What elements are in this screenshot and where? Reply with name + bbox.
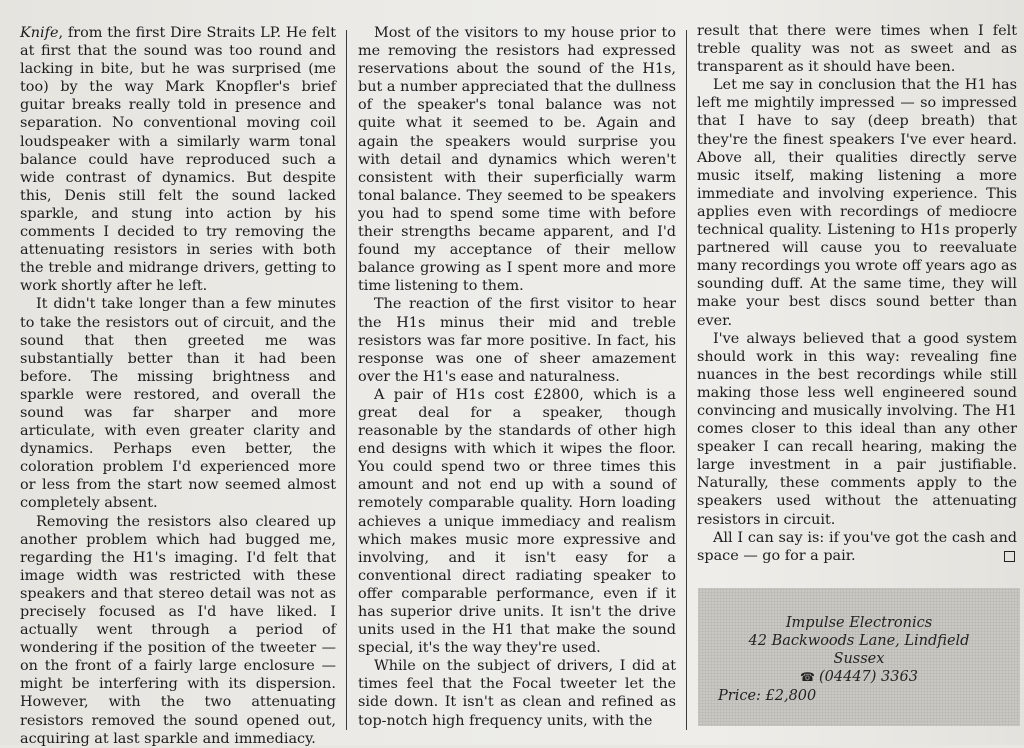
paragraph: Most of the visitors to my house prior to me removing the resistors had expressed reservations about the sound of the H1s, but a number appreciated that the dullness of the speaker's tonal balance was not quite what it seemed to be. Again and again the speakers would surprise you with detail and dynamics which weren't consistent with their superficially warm tonal balance. They seemed to be speakers you had to spend some time with before their strengths became apparent, and I'd found my acceptance of their mellow balance growing as I spent more and more time listening to them.: [358, 25, 676, 295]
song-title: Knife: [20, 25, 59, 41]
paragraph-text: All I can say is: if you've got the cash and space — go for a pair.: [697, 529, 1017, 564]
paragraph: While on the subject of drivers, I did at times feel that the Focal tweeter let the side down. It isn't as clean and refined as top-notch high frequency units, with the: [358, 658, 676, 729]
paragraph: A pair of H1s cost £2800, which is a great deal for a speaker, though reasonable by the standards of other high end designs with which it wipes the floor. You could spend two or three times this amount and not end up with a sound of remotely comparable quality. Horn loading achieves a unique immediacy and realism which makes music more expressive and involving, and it isn't easy for a conventional direct radiating speaker to offer comparable performance, even if it has superior drive units. It isn't the drive units used in the H1 that make the sound special, it's the way they're used.: [358, 386, 676, 657]
company-phone: [698, 668, 1020, 686]
company-county: Sussex: [833, 651, 885, 667]
paragraph: result that there were times when I felt treble quality was not as sweet and as transparent as it should have been.: [697, 23, 1017, 76]
paragraph: It didn't take longer than a few minutes to take the resistors out of circuit, and the sound that then greeted me was substantially better than it had been before. The missing brightness and sparkle were restored, and overall the sound was far sharper and more articulate, with even greater clarity and dynamics. Perhaps even better, the coloration problem I'd experienced more or less from the start now seemed almost completely absent.: [20, 296, 336, 512]
paragraph: Removing the resistors also cleared up another problem which had bugged me, regarding the H1's imaging. I'd felt that image width was restricted with these speakers and that stereo detail was not as precisely focused as I'd have liked. I actually went through a period of wondering if the position of the tweeter — on the front of a fairly large enclosure — might be interfering with its dispersion. However, with the two attenuating resistors removed the sound opened out, acquiring at last sparkle and immediacy.: [20, 513, 336, 747]
paragraph: The reaction of the first visitor to hear the H1s minus their mid and treble resistors was far more positive. In fact, his response was one of sheer amazement over the H1's ease and naturalness.: [358, 296, 676, 385]
supplier-info-box: [698, 588, 1020, 726]
end-of-article-mark: [1004, 551, 1015, 562]
paragraph: Knife, from the first Dire Straits LP. He felt at first that the sound was too round and lacking in bite, but he was surprised (me too) by the way Mark Knopfler's brief guitar breaks really told in presence and separation. No conventional moving coil loudspeaker with a similarly warm tonal balance could have reproduced such a wide contrast of dynamics. But despite this, Denis still felt the sound lacked sparkle, and stung into action by his comments I decided to try removing the attenuating resistors in series with both the treble and midrange drivers, getting to work shortly after he left.: [20, 25, 336, 295]
paragraph: Let me say in conclusion that the H1 has left me mightily impressed — so impressed that I have to say (deep breath) that they're the finest speakers I've ever heard. Above all, their qualities directly serve music itself, making listening a more immediate and involving experience. This applies even with recordings of mediocre technical quality. Listening to H1s properly partnered will cause you to reevaluate many recordings you wrote off years ago as sounding duff. At the same time, they will make your best discs sound better than ever.: [697, 77, 1017, 329]
closing-paragraph: [697, 529, 1017, 565]
article-column-2: [358, 24, 676, 730]
article-column-1: [20, 24, 336, 748]
phone-number: (04447) 3363: [819, 669, 918, 685]
column-divider: [686, 30, 687, 730]
price-label: Price: £2,800: [718, 688, 817, 704]
telephone-icon: ☎: [800, 670, 815, 684]
article-column-3: [697, 22, 1017, 565]
company-name: Impulse Electronics: [785, 615, 933, 631]
company-address: 42 Backwoods Lane, Lindfield: [748, 633, 970, 649]
column-divider: [346, 30, 347, 730]
paragraph: I've always believed that a good system should work in this way: revealing fine nuances in the best recordings while still making those less well engineered sound convincing and musically involving. The H1 comes closer to this ideal than any other speaker I can recall hearing, making the large investment in a pair justifiable. Naturally, these comments apply to the speakers used without the attenuating resistors in circuit.: [697, 330, 1017, 528]
